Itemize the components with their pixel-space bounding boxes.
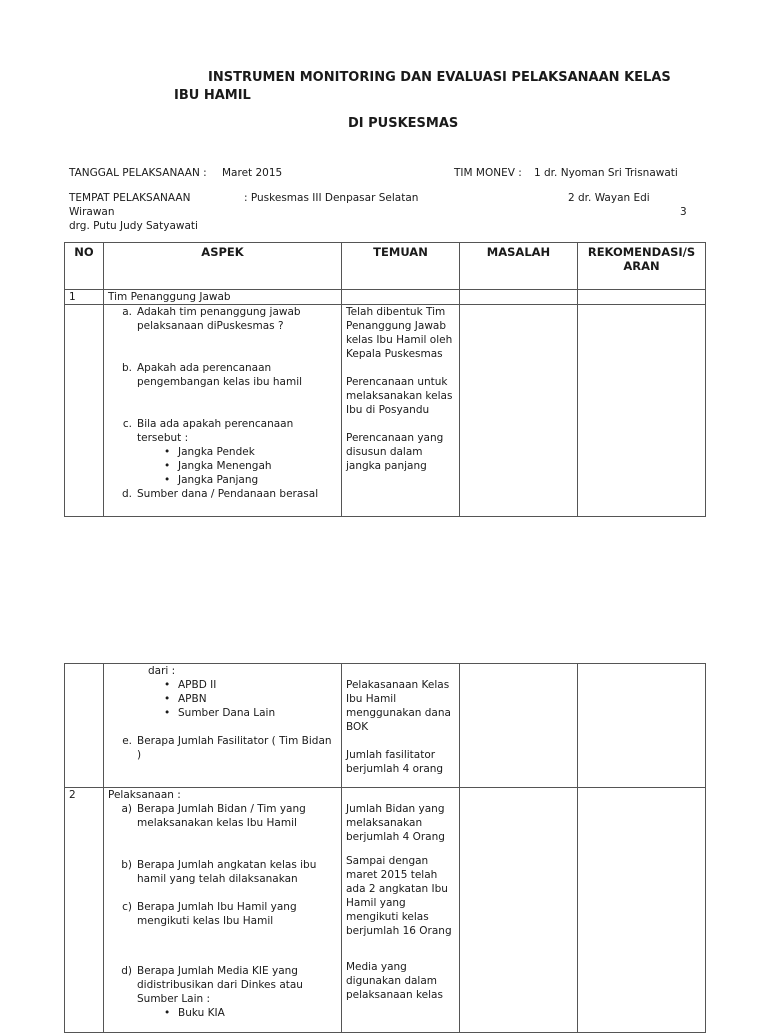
table-row [65, 664, 706, 788]
continuation-temuan [342, 664, 460, 788]
header-rekomendasi [578, 243, 706, 290]
list-item: • Jangka Menengah [178, 459, 337, 473]
temuan-text: Sampai dengan maret 2015 telah ada 2 angkatan Ibu Hamil yang mengikuti kelas berjumlah 16 Orang [346, 855, 452, 937]
list-item: • Sumber Dana Lain [178, 706, 337, 720]
section2-title: Pelaksanaan : [108, 789, 181, 801]
question-item: d) Berapa Jumlah Media KIE yang didistribusikan dari Dinkes atau Sumber Lain : [121, 965, 303, 1005]
table-header-row [65, 243, 706, 290]
header-no: NO [65, 243, 104, 290]
question-item: b) Berapa Jumlah angkatan kelas ibu hamil yang telah dilaksanakan [121, 859, 317, 885]
question-item: c) Berapa Jumlah Ibu Hamil yang mengikuti kelas Ibu Hamil [122, 901, 297, 927]
temuan-text: Media yang digunakan dalam pelaksanaan kelas [346, 961, 443, 1001]
list-item: • Buku KIA [178, 1006, 337, 1020]
tim-member-3-number: 3 [680, 206, 687, 218]
question-item: d. Sumber dana / Pendanaan berasal [121, 488, 319, 500]
header-aspek: ASPEK [104, 243, 342, 290]
list-item: • APBN [178, 692, 337, 706]
section1-title: Tim Penanggung Jawab [104, 290, 342, 305]
section2-temuan [342, 788, 460, 1033]
question-item: e. Berapa Jumlah Fasilitator ( Tim Bidan ) [122, 735, 332, 761]
monev-table-part2 [64, 663, 706, 1033]
bullet-list [108, 445, 337, 487]
continuation-questions [104, 664, 342, 788]
list-item: • APBD II [178, 678, 337, 692]
list-item: • Jangka Panjang [178, 473, 337, 487]
header-rekomendasi-line1: REKOMENDASI/S [587, 245, 696, 259]
section1-temuan [342, 305, 460, 517]
temuan-text: Jumlah fasilitator berjumlah 4 orang [346, 749, 444, 775]
table-row [65, 305, 706, 517]
temuan-text: Telah dibentuk Tim Penanggung Jawab kelas Ibu Hamil oleh Kepala Puskesmas [346, 306, 453, 360]
header-temuan: TEMUAN [342, 243, 460, 290]
table-row [65, 788, 706, 1033]
tim-monev-label: TIM MONEV : [454, 167, 522, 179]
temuan-text: Jumlah Bidan yang melaksanakan berjumlah 4 Orang [346, 803, 445, 843]
document-title-line1: INSTRUMEN MONITORING DAN EVALUASI PELAKSANAAN KELAS [208, 70, 671, 85]
tim-member-1: 1 dr. Nyoman Sri Trisnawati [534, 167, 678, 179]
question-item: a. Adakah tim penanggung jawab pelaksanaan diPuskesmas ? [122, 306, 301, 332]
temuan-text: Perencanaan untuk melaksanakan kelas Ibu di Posyandu [346, 376, 453, 416]
document-title-line3: DI PUSKESMAS [348, 116, 459, 131]
tanggal-label: TANGGAL PELAKSANAAN : [69, 167, 207, 179]
question-item: a) Berapa Jumlah Bidan / Tim yang melaksanakan kelas Ibu Hamil [121, 803, 306, 829]
question-continuation: dari : [148, 665, 176, 677]
temuan-text: Perencanaan yang disusun dalam jangka panjang [346, 432, 444, 472]
bullet-list [108, 678, 337, 720]
tim-member-2-cont: Wirawan [69, 206, 115, 218]
section1-number: 1 [65, 290, 104, 305]
monev-table-part1 [64, 242, 706, 517]
tanggal-value: Maret 2015 [222, 167, 283, 179]
table-row [65, 290, 706, 305]
header-rekomendasi-line2: ARAN [623, 259, 660, 273]
temuan-text: Pelakasanaan Kelas Ibu Hamil menggunakan dana BOK [346, 679, 451, 733]
header-masalah: MASALAH [460, 243, 578, 290]
section2-number: 2 [65, 788, 104, 1033]
tim-member-3: drg. Putu Judy Satyawati [69, 220, 198, 232]
question-item: b. Apakah ada perencanaan pengembangan kelas ibu hamil [121, 362, 303, 388]
tim-member-2: 2 dr. Wayan Edi [568, 192, 650, 204]
question-item: c. Bila ada apakah perencanaan tersebut : [122, 418, 294, 444]
section2-questions [104, 788, 342, 1033]
document-title-line2: IBU HAMIL [174, 88, 251, 103]
list-item: • Jangka Pendek [178, 445, 337, 459]
section1-questions [104, 305, 342, 517]
bullet-list [108, 1006, 337, 1020]
tempat-label: TEMPAT PELAKSANAAN [69, 192, 191, 204]
tempat-value: : Puskesmas III Denpasar Selatan [244, 192, 419, 204]
